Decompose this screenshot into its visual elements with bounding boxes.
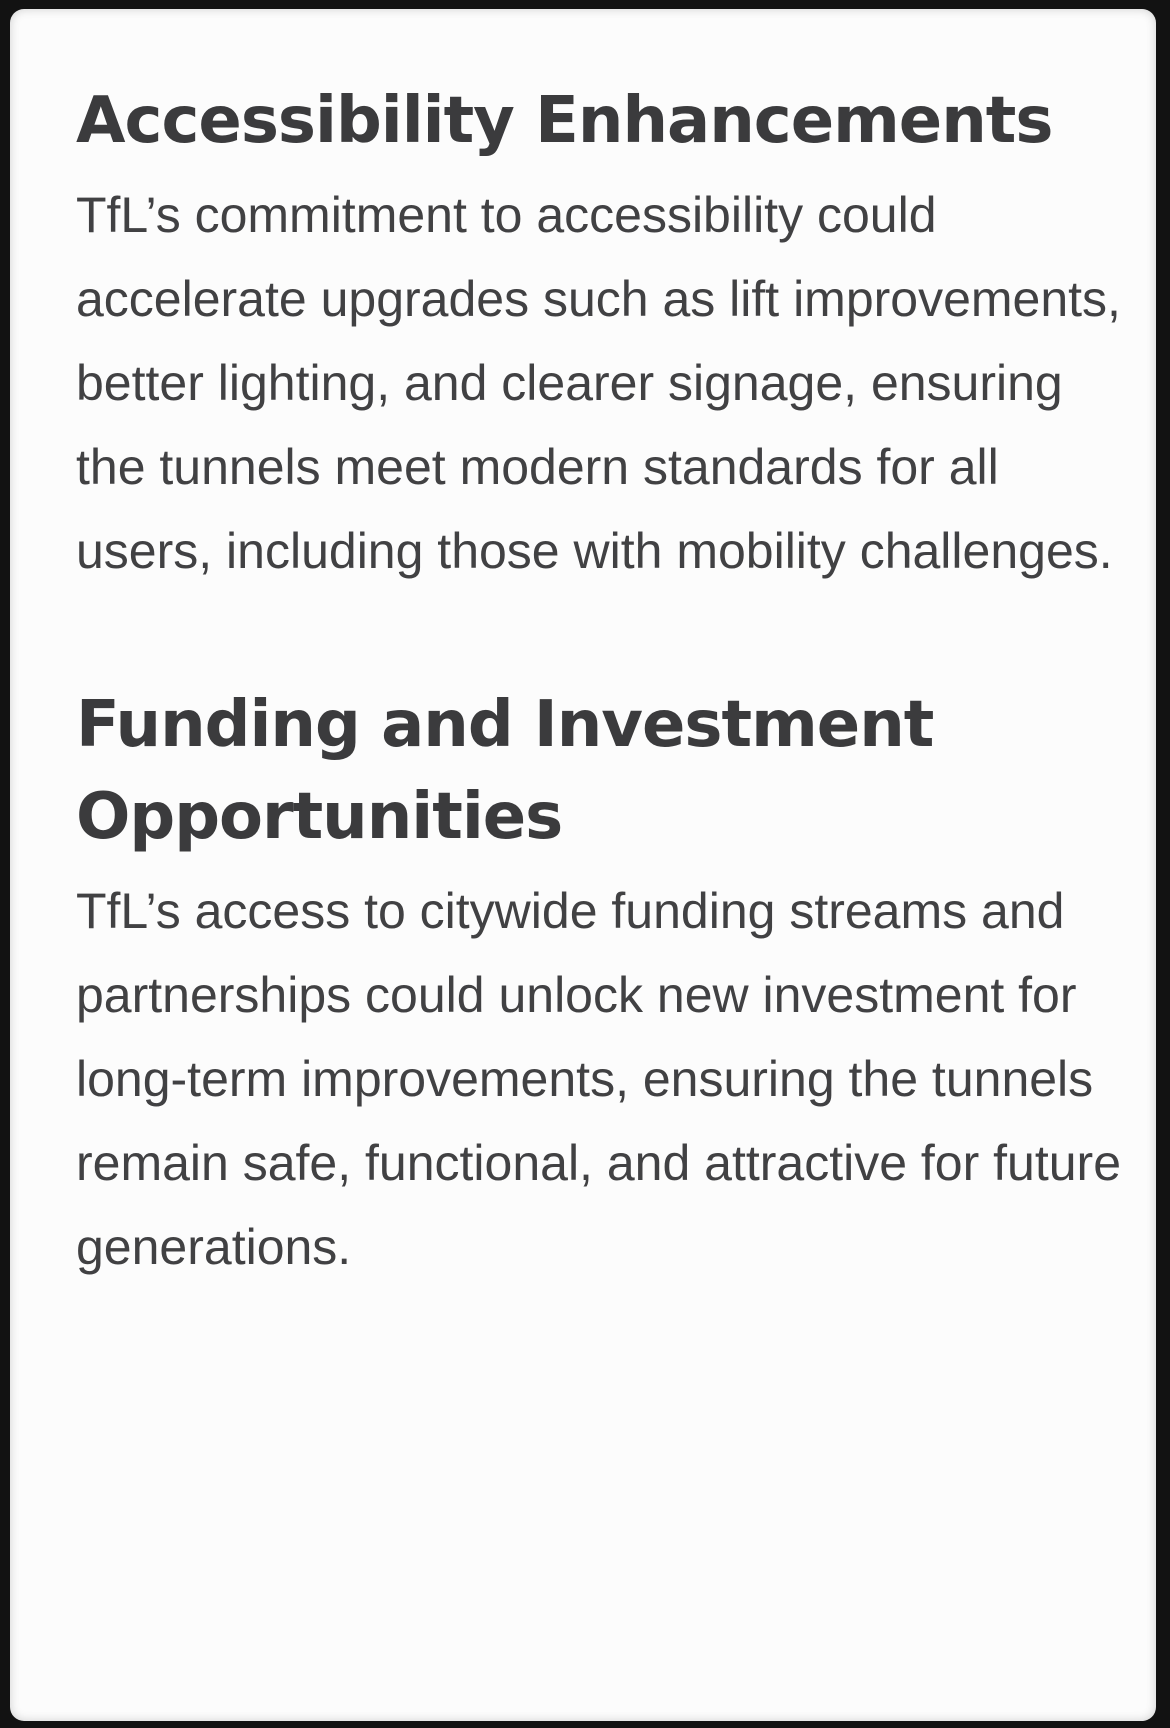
document-page (10, 9, 1156, 1721)
article-content (76, 75, 1126, 1289)
section-body: TfL’s commitment to accessibility could accelerate upgrades such as lift improvements, better lighting, and clearer signage, ensuring the tunnels meet modern standards for all users, including those with mobility challenges. (76, 187, 1121, 579)
section-heading: Accessibility Enhancements (76, 84, 1053, 158)
section-heading: Funding and Investment Opportunities (76, 688, 934, 854)
section-accessibility (76, 75, 1126, 593)
section-body: TfL’s access to citywide funding streams and partnerships could unlock new investment for long-term improvements, ensuring the tunnels remain safe, functional, and attractive for future generations. (76, 883, 1121, 1275)
section-funding (76, 679, 1126, 1289)
